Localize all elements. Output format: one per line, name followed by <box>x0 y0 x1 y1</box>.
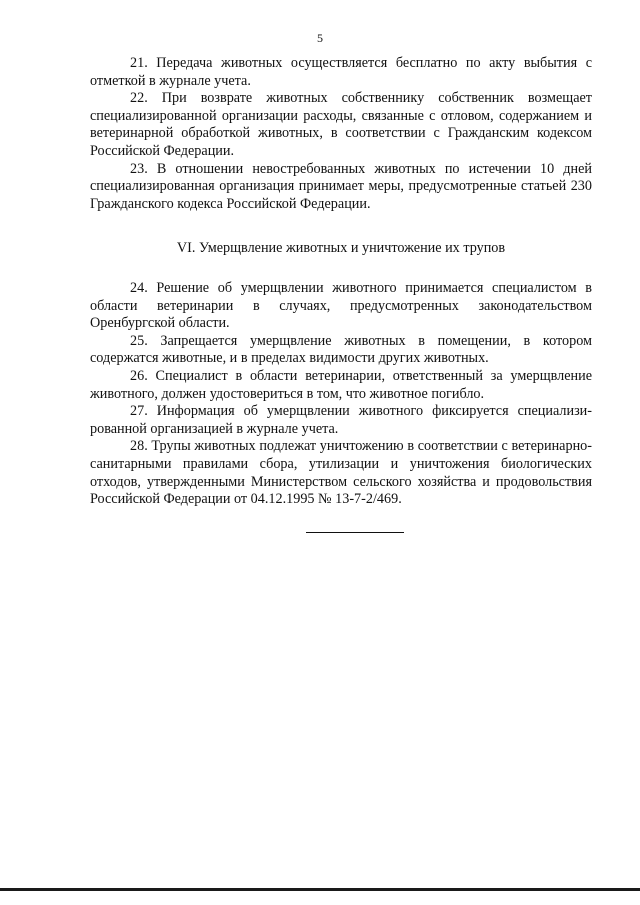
paragraph-25: 25. Запрещается умерщвление животных в помещении, в котором содержатся животные, и в пределах видимости других животных. <box>90 332 592 367</box>
end-of-document-rule <box>306 532 404 533</box>
section-5-tail <box>90 55 592 213</box>
paragraph-22: 22. При возврате животных собственнику собственник возмещает специализированной организации расходы, связанные с отловом, содержанием и ветеринарной обработкой животных, в соответствии с Гражданским кодексом Российской Федерации. <box>90 90 592 159</box>
page-number: 5 <box>317 31 323 45</box>
paragraph-23: 23. В отношении невостребованных животных по истечении 10 дней специализированная организация принимает меры, предусмотренные статьей 230 Гражданского кодекса Российской Федерации. <box>90 160 592 212</box>
scan-edge-line <box>0 888 640 891</box>
paragraph-28: 28. Трупы животных подлежат уничтожению в соответствии с ветеринарно-санитарными правилами сбора, утилизации и уничтожения биологических отходов, утвержденными Министерством сельского хозяйства и продовольствия Российской Федерации от 04.12.1995 № 13-7-2/469. <box>90 438 592 508</box>
section-6-heading: VI. Умерщвление животных и уничтожение их трупов <box>176 240 506 256</box>
paragraph-24: 24. Решение об умерщвлении животного принимается специалистом в области ветеринарии в случаях, предусмотренных законодательством Оренбургской области. <box>90 280 592 332</box>
paragraph-26: 26. Специалист в области ветеринарии, ответственный за умерщвление животного, должен удостовериться в том, что животное погибло. <box>90 367 592 402</box>
paragraph-21: 21. Передача животных осуществляется бесплатно по акту выбытия с отметкой в журнале учета. <box>90 55 592 89</box>
paragraph-27: 27. Информация об умерщвлении животного фиксируется специализированной организацией в журнале учета. <box>90 403 592 437</box>
section-6-body <box>90 280 592 509</box>
